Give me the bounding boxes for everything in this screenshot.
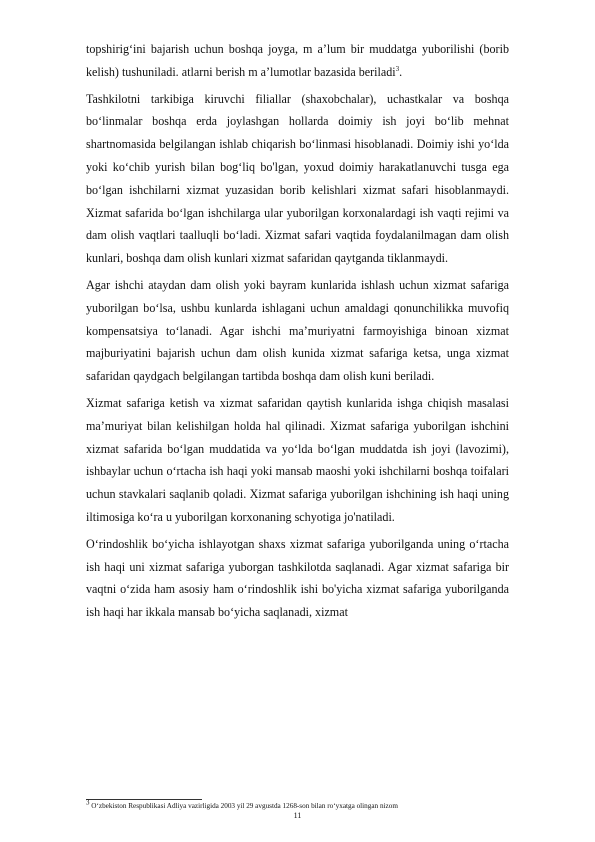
paragraph-3: Agar ishchi ataydan dam olish yoki bayram kunlarida ishlash uchun xizmat safariga yuborilgan bo‘lsa, ushbu kunlarda ishlagani uchun amaldagi qonunchilikka muvofiq kompensatsiya to‘lanadi. Agar ishchi ma’muriyatni farmoyishiga binoan xizmat majburiyatini bajarish uchun dam olish kunida xizmat safariga ketsa, unga xizmat safaridan qaydgach belgilangan tartibda boshqa dam olish kuni beriladi. [86, 277, 509, 384]
paragraph-2: Tashkilotni tarkibiga kiruvchi filiallar (shaxobchalar), uchastkalar va boshqa bo‘linmalar boshqa erda joylashgan hollarda doimiy ish joyi bo‘lib mehnat shartnomasida belgilangan ishlab chiqarish bo‘linmasi hisoblanadi. Doimiy ishi yo‘lda yoki ko‘chib yurish bilan bog‘liq bo'lgan, yoxud doimiy harakatlanuvchi tusga ega bo‘lgan ishchilarni xizmat yuzasidan borib kelishlari xizmat safari hisoblanmaydi. Xizmat safarida bo‘lgan ishchilarga ular yuborilgan korxonalardagi ish vaqti rejimi va dam olish vaqtlari taalluqli bo‘ladi. Xizmat safari vaqtida foydalanilmagan dam olish kunlari, boshqa dam olish kunlari xizmat safaridan qaytganda tiklanmaydi. [86, 91, 509, 266]
footnote [86, 798, 398, 811]
paragraph-1-text: topshirig‘ini bajarish uchun boshqa joyga, m a’lum bir muddatga yuborilishi (borib kelish) tushuniladi. atlarni berish m a’lumotlar bazasida beriladi [86, 42, 509, 79]
paragraph-5: O‘rindoshlik bo‘yicha ishlayotgan shaxs xizmat safariga yuborilganda uning o‘rtacha ish haqi uni xizmat safariga yuborgan tashkilotda saqlanadi. Agar xizmat safariga bir vaqtni o‘zida ham asosiy ham o‘rindoshlik ishi bo'yicha xizmat safariga yuborilganda ish haqi har ikkala mansab bo‘yicha saqlanadi, xizmat [86, 536, 509, 620]
paragraph-4: Xizmat safariga ketish va xizmat safaridan qaytish kunlarida ishga chiqish masalasi ma’muriyat bilan kelishilgan holda hal qilinadi. Xizmat safariga yuborilgan ishchini xizmat safarida bo‘lgan muddatida va yo‘lda bo‘lgan muddatda ish joyi (lavozimi), ishbaylar uchun o‘rtacha ish haqi yoki mansab maoshi yoki ishchilarni boshqa toifalari uchun stavkalari saqlanib qoladi. Xizmat safariga yuborilgan ishchining ish haqi uning iltimosiga ko‘ra u yuborilgan korxonaning schyotiga jo'natiladi. [86, 395, 509, 524]
footnote-marker: 3 [86, 798, 90, 807]
page-number: 11 [293, 811, 302, 820]
footnote-reference: 3 [395, 64, 400, 73]
paragraph-1: topshirig‘ini bajarish uchun boshqa joyga, m a’lum bir muddatga yuborilishi (borib kelish) tushuniladi. atlarni berish m a’lumotlar bazasida beriladi$^3$. [86, 42, 509, 79]
body-text [86, 38, 509, 628]
footnote-text: O‘zbekiston Respublikasi Adliya vazirligida 2003 yil 29 avgustda 1268-son bilan ro‘yxatga olingan nizom [91, 802, 398, 810]
